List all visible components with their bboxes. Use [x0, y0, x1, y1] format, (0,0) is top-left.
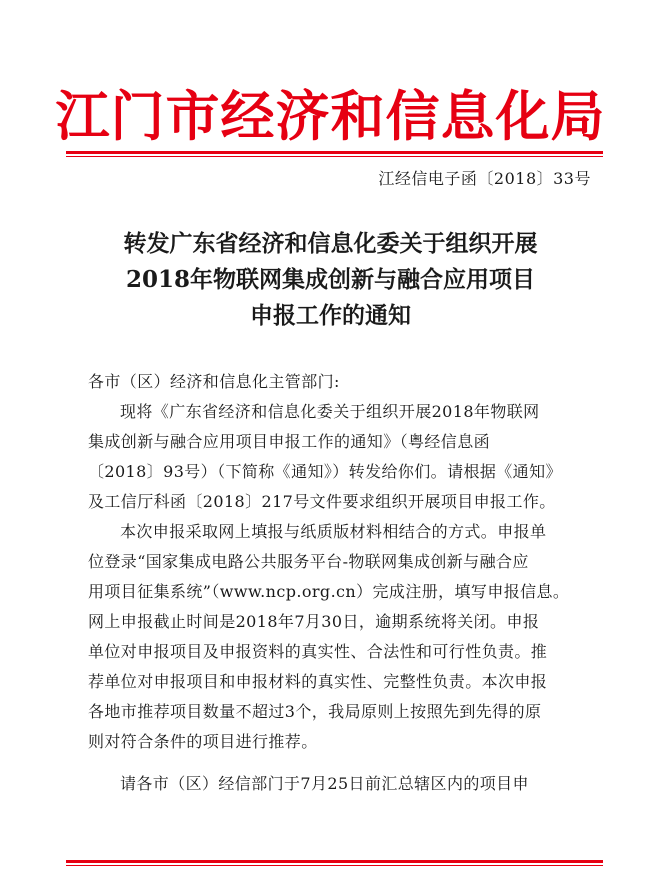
footer-rule-thin [66, 865, 603, 866]
body-line: 现将《广东省经济和信息化委关于组织开展2018年物联网 [120, 402, 540, 421]
body-line: 〔2018〕93号）（下简称《通知》）转发给你们。请根据《通知》 [88, 462, 562, 481]
body-line: 用项目征集系统”（www.ncp.org.cn）完成注册，填写申报信息。 [88, 582, 570, 601]
header-rule-thick [66, 151, 603, 154]
body-line: 请各市（区）经信部门于7月25日前汇总辖区内的项目申 [120, 774, 529, 793]
body-line: 各地市推荐项目数量不超过3个，我局原则上按照先到先得的原 [88, 702, 542, 721]
body-line: 本次申报采取网上填报与纸质版材料相结合的方式。申报单 [120, 522, 547, 541]
body-line: 单位对申报项目及申报资料的真实性、合法性和可行性负责。推 [88, 642, 548, 661]
body-line: 位登录“国家集成电路公共服务平台-物联网集成创新与融合应 [88, 552, 529, 571]
header-rule-thin [66, 156, 603, 157]
document-number: 江经信电子函〔2018〕33号 [378, 169, 591, 188]
salutation: 各市（区）经济和信息化主管部门: [88, 372, 340, 391]
issuer-header-title: 江门市经济和信息化局 [55, 84, 606, 148]
document-title-line: 转发广东省经济和信息化委关于组织开展 [123, 230, 538, 257]
body-line: 及工信厅科函〔2018〕217号文件要求组织开展项目申报工作。 [88, 492, 556, 511]
document-title-line: 2018年物联网集成创新与融合应用项目 [125, 266, 535, 293]
body-line: 荐单位对申报项目和申报材料的真实性、完整性负责。本次申报 [88, 672, 548, 691]
body-line: 网上申报截止时间是2018年7月30日，逾期系统将关闭。申报 [88, 612, 540, 631]
footer-rule-thick [66, 860, 603, 863]
body-line: 集成创新与融合应用项目申报工作的通知》（粤经信息函 [88, 432, 491, 451]
body-line: 则对符合条件的项目进行推荐。 [88, 732, 318, 751]
document-title-line: 申报工作的通知 [250, 302, 411, 329]
